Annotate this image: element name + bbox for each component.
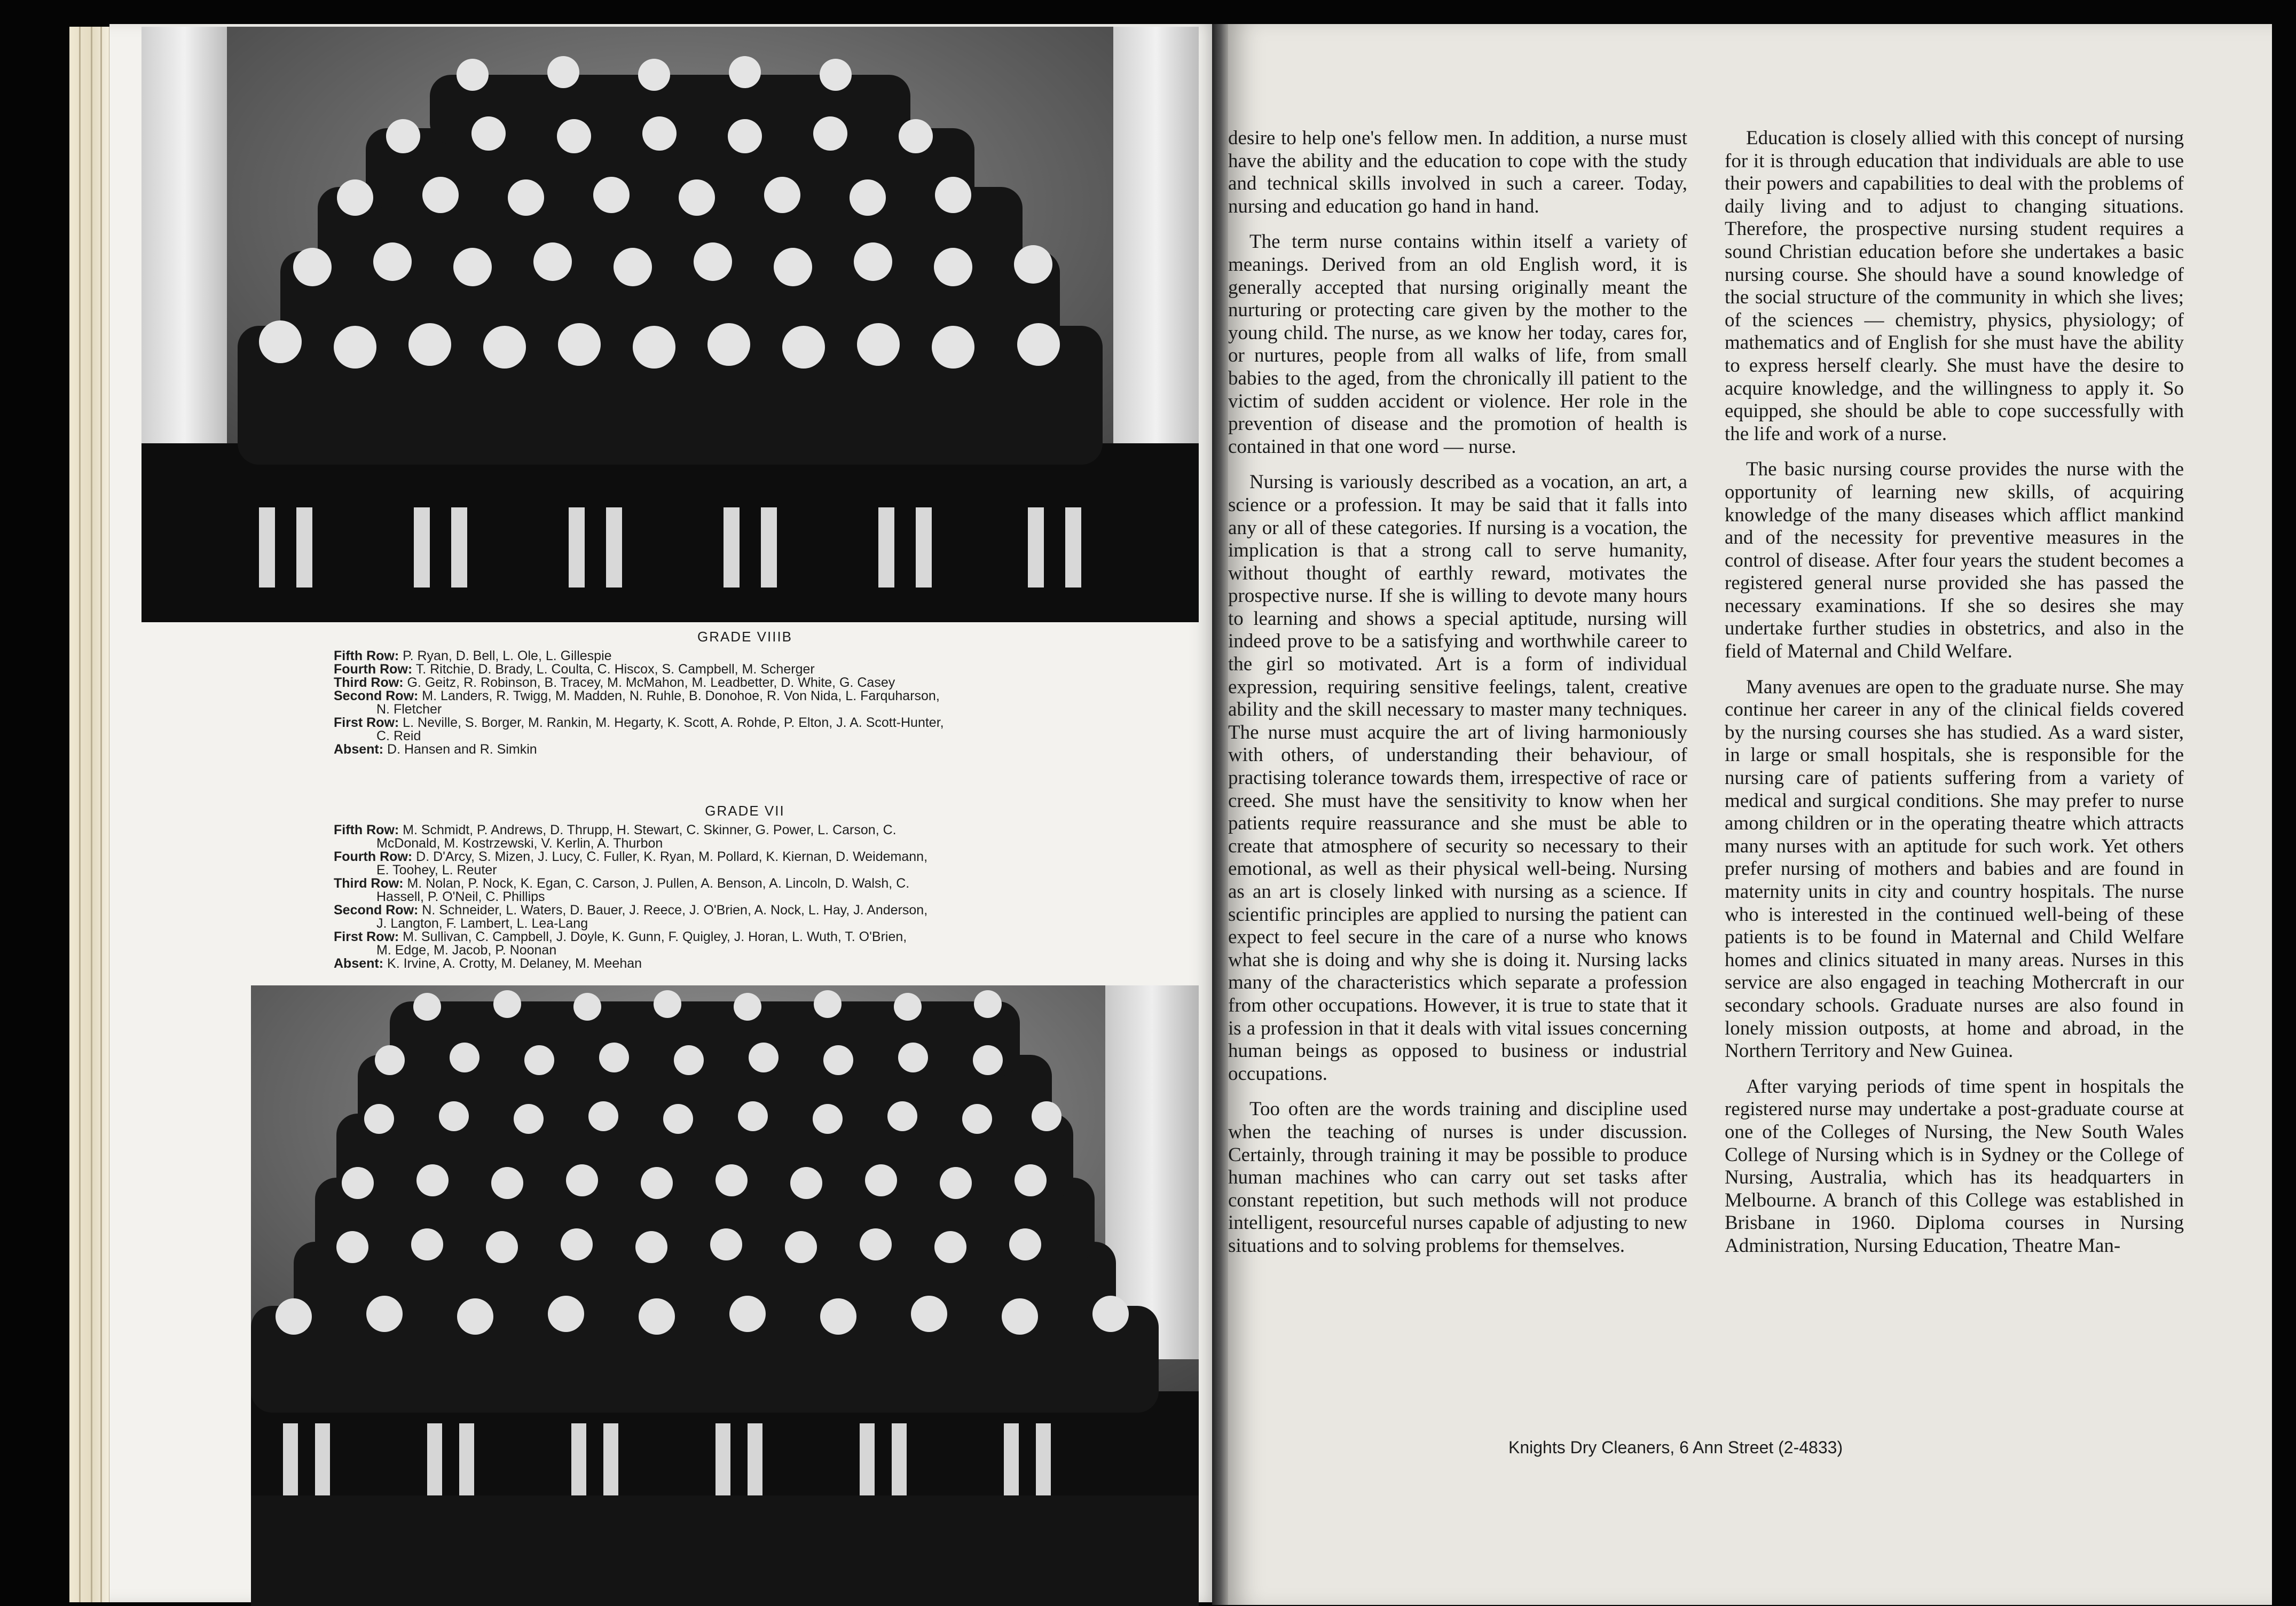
class-photo-image [251,985,1199,1495]
paragraph: Many avenues are open to the graduate nurse. She may continue her career in any of the clinical fields covered by the nursing courses she has studied. As a ward sister, in large or small hospitals, she is responsible for the nursing care of patients suffering from a variety of medical and surgical conditions. She may prefer to nurse among children or in the operating theatre which attracts many nurses with an aptitude for such work. Yet others prefer nursing of mothers and babies and are found in maternity units in city and country hospitals. The nurse who is interested in the continued well-being of these patients is to be found in Maternal and Child Welfare homes and clinics situated in many areas. Nurses in this service are also engaged in teaching Mothercraft in our secondary schools. Graduate nurses are also found in lonely mission outposts, at home and abroad, in the Northern Territory and New Guinea. [1725,676,2184,1062]
paragraph: Nursing is variously described as a vocation, an art, a science or a profession. It may be said that it falls into any or all of these categories. If nursing is a vocation, the implication is that a strong call to serve humanity, without thought of earthly reward, motivates the prospective nurse. If she is willing to devote many hours to learning and shows a special aptitude, nursing will indeed prove to be a satisfying and worthwhile career to the girl so motivated. Art is a form of individual expression, requiring sensitive feelings, talent, creative ability and the skill necessary to master many techniques. The nurse must acquire the art of living harmoniously with others, of understanding their behaviour, of practising tolerance towards them, irrespective of race or creed. She must have the sensitivity to know when her patients require reassurance and she must be able to create that atmosphere of security so necessary to their emotional, as well as their physical well-being. Nursing as an art is closely linked with nursing as a science. If scientific principles are applied to nursing the patient can expect to feel secure in the care of a nurse who knows what she is doing and why she is doing it. Nursing lacks many of the characteristics which separate a profession from other occupations. However, it is true to state that it is a profession in that it deals with vital issues concerning human beings as opposed to business or industrial occupations. [1228,471,1687,1085]
caption-row: Fourth Row: D. D'Arcy, S. Mizen, J. Lucy, C. Fuller, K. Ryan, M. Pollard, K. Kiernan, D. Weidemann, E. Toohey, L. Reuter [334,849,928,878]
caption-row: Fifth Row: M. Schmidt, P. Andrews, D. Thrupp, H. Stewart, C. Skinner, G. Power, L. Carson, C. McDonald, M. Kostrzewski, V. Kerlin, A. Thurbon [334,822,897,851]
paragraph: The basic nursing course provides the nurse with the opportunity of learning new skills, of acquiring knowledge of the many diseases which afflict mankind and of the necessity for preventive measures in the control of disease. After four years the student becomes a registered general nurse provided she has passed the necessary examinations. If she so desires she may undertake further studies in obstetrics, and also in the field of Maternal and Child Welfare. [1725,458,2184,663]
grade-vii-caption [334,803,1156,970]
caption-row: Second Row: N. Schneider, L. Waters, D. Bauer, J. Reece, J. O'Brien, A. Nock, L. Hay, J. Anderson, J. Langton, F. Lambert, L. Lea-Lang [334,903,928,931]
grade-vii-photo-bottom-edge [251,1495,1199,1606]
caption-row: First Row: M. Sullivan, C. Campbell, J. Doyle, K. Gunn, F. Quigley, J. Horan, L. Wuth, T. O'Brien, M. Edge, M. Jacob, P. Noonan [334,929,907,958]
caption-row: Fourth Row: T. Ritchie, D. Brady, L. Coulta, C. Hiscox, S. Campbell, M. Scherger [334,662,815,677]
caption-row: Second Row: M. Landers, R. Twigg, M. Madden, N. Ruhle, B. Donohoe, R. Von Nida, L. Farquharson, N. Fletcher [334,688,940,717]
caption-row: Fifth Row: P. Ryan, D. Bell, L. Ole, L. Gillespie [334,648,612,663]
grade-viiib-caption [334,629,1156,756]
caption-row: Absent: K. Irvine, A. Crotty, M. Delaney, M. Meehan [334,956,642,971]
paragraph: Too often are the words training and discipline used when the teaching of nurses is under discussion. Certainly, through training it may be possible to produce human machines who can carry out set tasks after constant repetition, but such methods will not produce intelligent, resourceful nurses capable of adjusting to new situations and to solving problems for themselves. [1228,1098,1687,1257]
text-column-2 [1725,127,2184,1271]
caption-row: First Row: L. Neville, S. Borger, M. Rankin, M. Hegarty, K. Scott, A. Rohde, P. Elton, J. A. Scott-Hunter, C. Reid [334,715,944,743]
class-photo-image [141,27,1199,622]
text-column-1 [1228,127,1687,1271]
grade-viiib-title: GRADE VIIIB [697,629,793,645]
caption-row: Absent: D. Hansen and R. Simkin [334,742,537,757]
grade-vii-photo [251,985,1199,1495]
grade-viiib-photo [141,27,1199,622]
caption-row: Third Row: M. Nolan, P. Nock, K. Egan, C. Carson, J. Pullen, A. Benson, A. Lincoln, D. Walsh, C. Hassell, P. O'Neil, C. Phillips [334,876,910,904]
caption-row: Third Row: G. Geitz, R. Robinson, B. Tracey, M. McMahon, M. Leadbetter, D. White, G. Casey [334,675,895,690]
page-footer-advert: Knights Dry Cleaners, 6 Ann Street (2-4833) [1508,1438,1843,1457]
grade-vii-title: GRADE VII [705,803,785,819]
paragraph: The term nurse contains within itself a variety of meanings. Derived from an old English word, it is generally accepted that nursing originally meant the nurturing or protecting care given by the mother to the young child. The nurse, as we know her today, cares for, or nurtures, people from all walks of life, from small babies to the aged, from the chronically ill patient to the victim of sudden accident or violence. Her role in the prevention of disease and the promotion of health is contained in that one word — nurse. [1228,231,1687,458]
paragraph: After varying periods of time spent in hospitals the registered nurse may undertake a post-graduate course at one of the Colleges of Nursing, the New South Wales College of Nursing which is in Sydney or the College of Nursing, Australia, which has its headquarters in Melbourne. A branch of this College was established in Brisbane in 1960. Diploma courses in Nursing Administration, Nursing Education, Theatre Man- [1725,1075,2184,1257]
paragraph: desire to help one's fellow men. In addition, a nurse must have the ability and the education to cope with the study and technical skills involved in such a career. Today, nursing and education go hand in hand. [1228,127,1687,217]
paragraph: Education is closely allied with this concept of nursing for it is through education that individuals are able to use their powers and capabilities to deal with the problems of daily living and to adjust to changing situations. Therefore, the prospective nursing student requires a sound Christian education before she undertakes a basic nursing course. She should have a sound knowledge of the social structure of the community in which she lives; of the sciences — chemistry, physics, physiology; of mathematics and of English for she must have the ability to express herself clearly. She must have the desire to acquire knowledge, and the willingness to apply it. So equipped, she should be able to cope successfully with the life and work of a nurse. [1725,127,2184,445]
